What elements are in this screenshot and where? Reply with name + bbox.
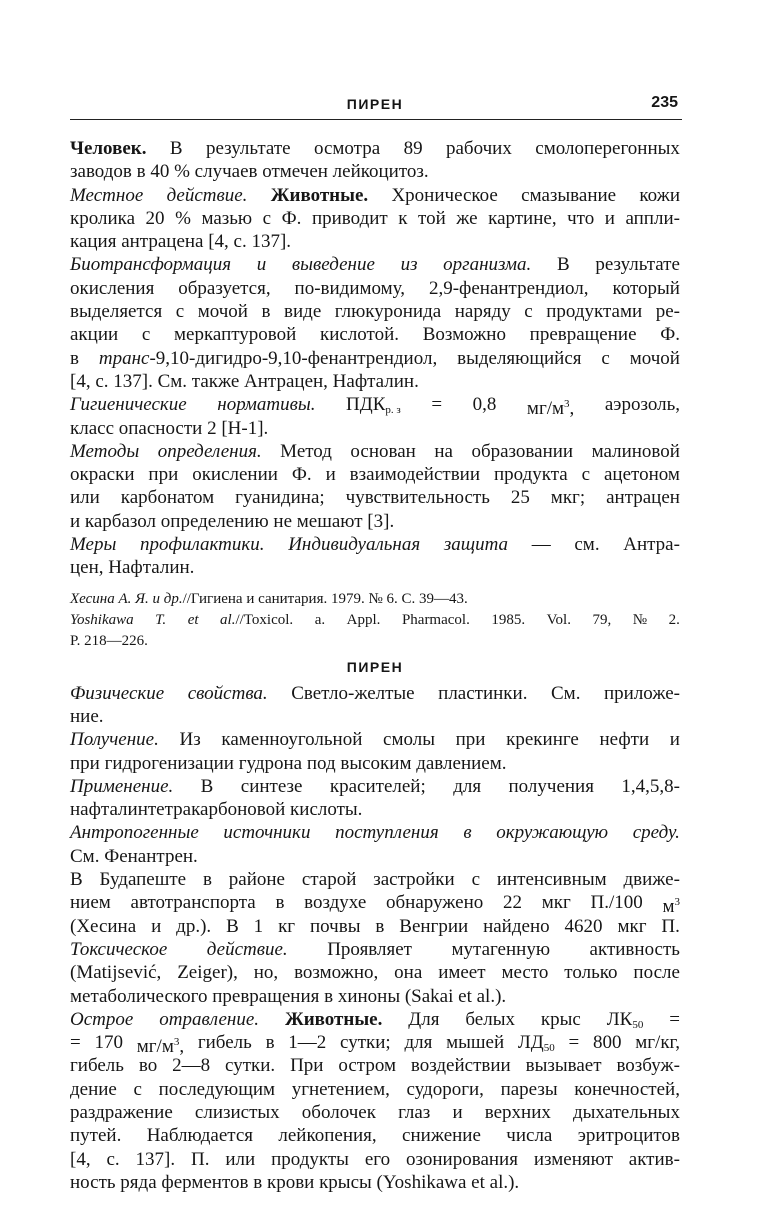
text-line: Антропогенные источники поступления в окружающую среду. bbox=[70, 822, 680, 844]
text-line: = 170 $мг/м^3$, гибель в 1—2 сутки; для мышей $ЛД_{50}$ = 800 мг/кг, bbox=[70, 1032, 680, 1058]
text-line: класс опасности 2 [Н-1]. bbox=[70, 417, 269, 439]
text-line: в транс-9,10-дигидро-9,10-фенантрендиол, выделяющийся с мочой bbox=[70, 347, 680, 369]
text-line: Биотрансформация и выведение из организма. В результате bbox=[70, 254, 680, 276]
text-line: кация антрацена [4, с. 137]. bbox=[70, 231, 292, 253]
text-line: (Matijsević, Zeiger), но, возможно, она имеет место только после bbox=[70, 962, 680, 984]
text-line: ность ряда ферментов в крови крысы (Yoshikawa et al.). bbox=[70, 1171, 520, 1193]
text-line: нафталинтетракарбоновой кислоты. bbox=[70, 799, 363, 821]
text-line: акции с меркаптуровой кислотой. Возможно превращение Ф. bbox=[70, 324, 680, 346]
text-line: Применение. В синтезе красителей; для получения 1,4,5,8- bbox=[70, 775, 680, 797]
spacer bbox=[70, 580, 680, 589]
section-heading: ПИРЕН bbox=[346, 658, 404, 675]
page-body bbox=[70, 137, 680, 1194]
text-line: Токсическое действие. Проявляет мутагенную активность bbox=[70, 938, 680, 960]
text-line: Гигиенические нормативы. $ПДК_{р. з}$ = 0,8 $мг/м^3$, аэрозоль, bbox=[70, 394, 680, 420]
text-line: и карбазол определению не мешают [3]. bbox=[70, 510, 395, 532]
text-line: нием автотранспорта в воздухе обнаружено 22 мкг П./100 $м^3$ bbox=[70, 892, 680, 918]
reference-line: Хесина А. Я. и др. //Гигиена и санитария. 1979. № 6. С. 39—43. bbox=[70, 590, 468, 607]
text-line: заводов в 40 % случаев отмечен лейкоцитоз. bbox=[70, 161, 429, 183]
text-line: гибель во 2—8 сутки. При остром воздействии вызывает возбуж- bbox=[70, 1055, 680, 1077]
reference-line: Yoshikawa T. et al.//Toxicol. a. Appl. Pharmacol. 1985. Vol. 79, № 2. bbox=[70, 611, 680, 628]
text-line: при гидрогенизации гудрона под высоким давлением. bbox=[70, 752, 507, 774]
text-line: В Будапеште в районе старой застройки с интенсивным движе- bbox=[70, 869, 680, 891]
text-line: Острое отравление. Животные. Для белых крыс $ЛК_{50}$ = bbox=[70, 1008, 680, 1031]
text-line: метаболического превращения в хиноны (Sakai et al.). bbox=[70, 985, 507, 1007]
text-line: выделяется с мочой в виде глюкуронида наряду с продуктами ре- bbox=[70, 301, 680, 323]
running-title: ПИРЕН bbox=[346, 96, 404, 112]
text-line: Методы определения. Метод основан на образовании малиновой bbox=[70, 440, 680, 462]
text-line: Меры профилактики. Индивидуальная защита — см. Антра- bbox=[70, 534, 680, 556]
text-line: Получение. Из каменноугольной смолы при крекинге нефти и bbox=[70, 729, 680, 751]
text-line: или карбонатом гуанидина; чувствительность 25 мкг; антрацен bbox=[70, 487, 680, 509]
text-line: [4, с. 137]. См. также Антрацен, Нафталин. bbox=[70, 370, 419, 392]
text-line: [4, с. 137]. П. или продукты его озонирования изменяют актив- bbox=[70, 1148, 680, 1170]
text-line: Физические свойства. Светло-желтые пластинки. См. приложе- bbox=[70, 682, 680, 704]
text-line: См. Фенантрен. bbox=[70, 845, 198, 867]
text-line: кролика 20 % мазью с Ф. приводит к той же картине, что и аппли- bbox=[70, 207, 680, 229]
text-line: ние. bbox=[70, 705, 104, 727]
text-line: окисления образуется, по-видимому, 2,9-фенантрендиол, который bbox=[70, 277, 680, 299]
text-line: путей. Наблюдается лейкопения, снижение числа эритроцитов bbox=[70, 1125, 680, 1147]
text-line: окраски при окислении Ф. и взаимодействии продукта с ацетоном bbox=[70, 464, 680, 486]
running-header bbox=[70, 94, 680, 118]
text-line: Местное действие. Животные. Хроническое смазывание кожи bbox=[70, 184, 680, 206]
text-line: (Хесина и др.). В 1 кг почвы в Венгрии найдено 4620 мкг П. bbox=[70, 915, 680, 937]
text-line: раздражение слизистых оболочек глаз и верхних дыхательных bbox=[70, 1101, 680, 1123]
text-line: цен, Нафталин. bbox=[70, 557, 195, 579]
page-number: 235 bbox=[651, 94, 678, 111]
text-line: Человек. В результате осмотра 89 рабочих смолоперегонных bbox=[70, 138, 680, 159]
header-rule bbox=[70, 119, 682, 120]
text-line: дение с последующим угнетением, судороги, парезы конечностей, bbox=[70, 1078, 680, 1100]
reference-line: P. 218—226. bbox=[70, 632, 148, 649]
